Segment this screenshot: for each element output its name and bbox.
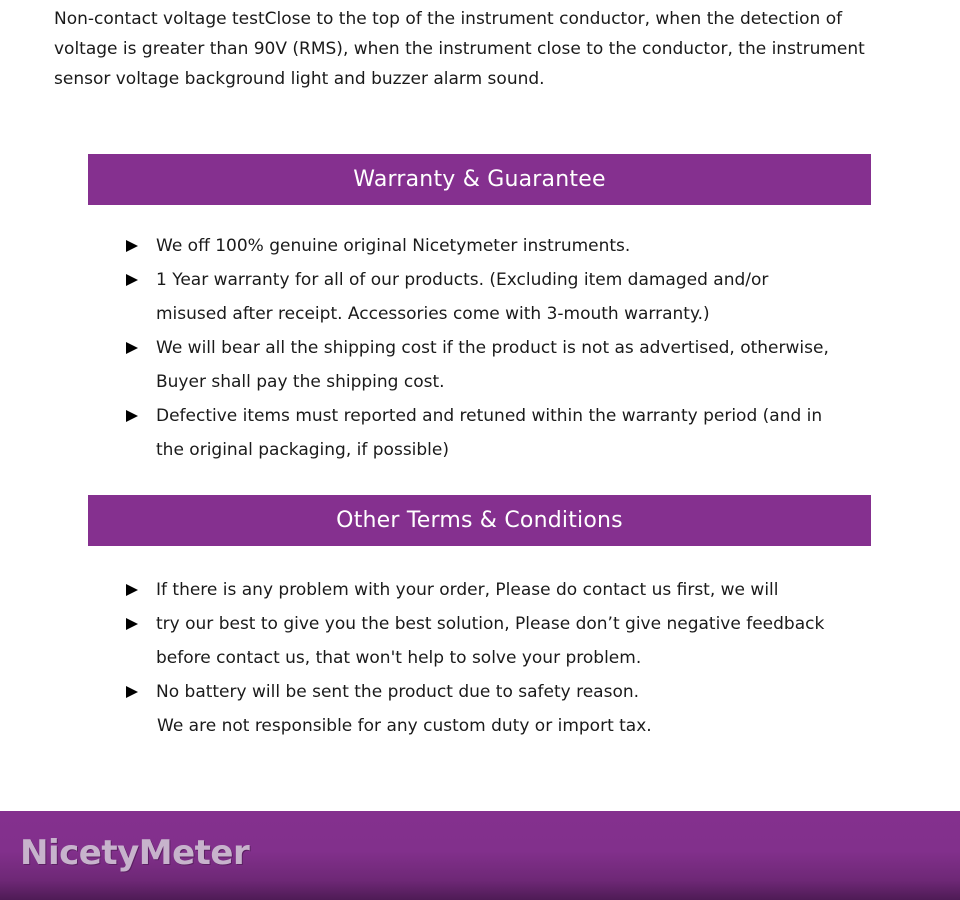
list-item	[124, 573, 844, 607]
footer-banner	[0, 811, 960, 900]
list-item-text: Defective items must reported and retuned within the warranty period (and in the original packaging, if possible)	[156, 406, 823, 460]
list-item-text: We off 100% genuine original Nicetymeter instruments.	[156, 236, 631, 256]
terms-title: Other Terms & Conditions	[336, 508, 623, 533]
list-item	[124, 331, 844, 399]
list-item-text: If there is any problem with your order, Please do contact us first, we will	[156, 580, 779, 600]
list-item	[124, 675, 844, 709]
list-item	[124, 399, 844, 467]
warranty-list	[124, 229, 844, 467]
bullet-arrow-icon	[126, 686, 138, 698]
bullet-arrow-icon	[126, 584, 138, 596]
list-item	[124, 263, 844, 331]
terms-note: We are not responsible for any custom duty or import tax.	[157, 716, 652, 736]
bullet-arrow-icon	[126, 240, 138, 252]
intro-paragraph: Non-contact voltage testClose to the top of the instrument conductor, when the detection of voltage is greater than 90V (RMS), when the instrument close to the conductor, the instrument sensor voltage background light and buzzer alarm sound.	[54, 9, 865, 89]
list-item	[124, 607, 844, 675]
warranty-title: Warranty & Guarantee	[353, 167, 606, 192]
warranty-header	[88, 154, 871, 205]
terms-header	[88, 495, 871, 546]
terms-list	[124, 573, 844, 743]
list-item-text: try our best to give you the best solution, Please don’t give negative feedback before contact us, that won't help to solve your problem.	[156, 614, 825, 668]
bullet-arrow-icon	[126, 410, 138, 422]
bullet-arrow-icon	[126, 342, 138, 354]
list-item	[124, 229, 844, 263]
bullet-arrow-icon	[126, 618, 138, 630]
bullet-arrow-icon	[126, 274, 138, 286]
list-item-text: We will bear all the shipping cost if the product is not as advertised, otherwise, Buyer shall pay the shipping cost.	[156, 338, 829, 392]
list-item-text: No battery will be sent the product due to safety reason.	[156, 682, 640, 702]
list-item-text: 1 Year warranty for all of our products. (Excluding item damaged and/or misused after receipt. Accessories come with 3-mouth warranty.)	[156, 270, 769, 324]
nicetymeter-logo: NicetyMeter	[20, 833, 250, 873]
